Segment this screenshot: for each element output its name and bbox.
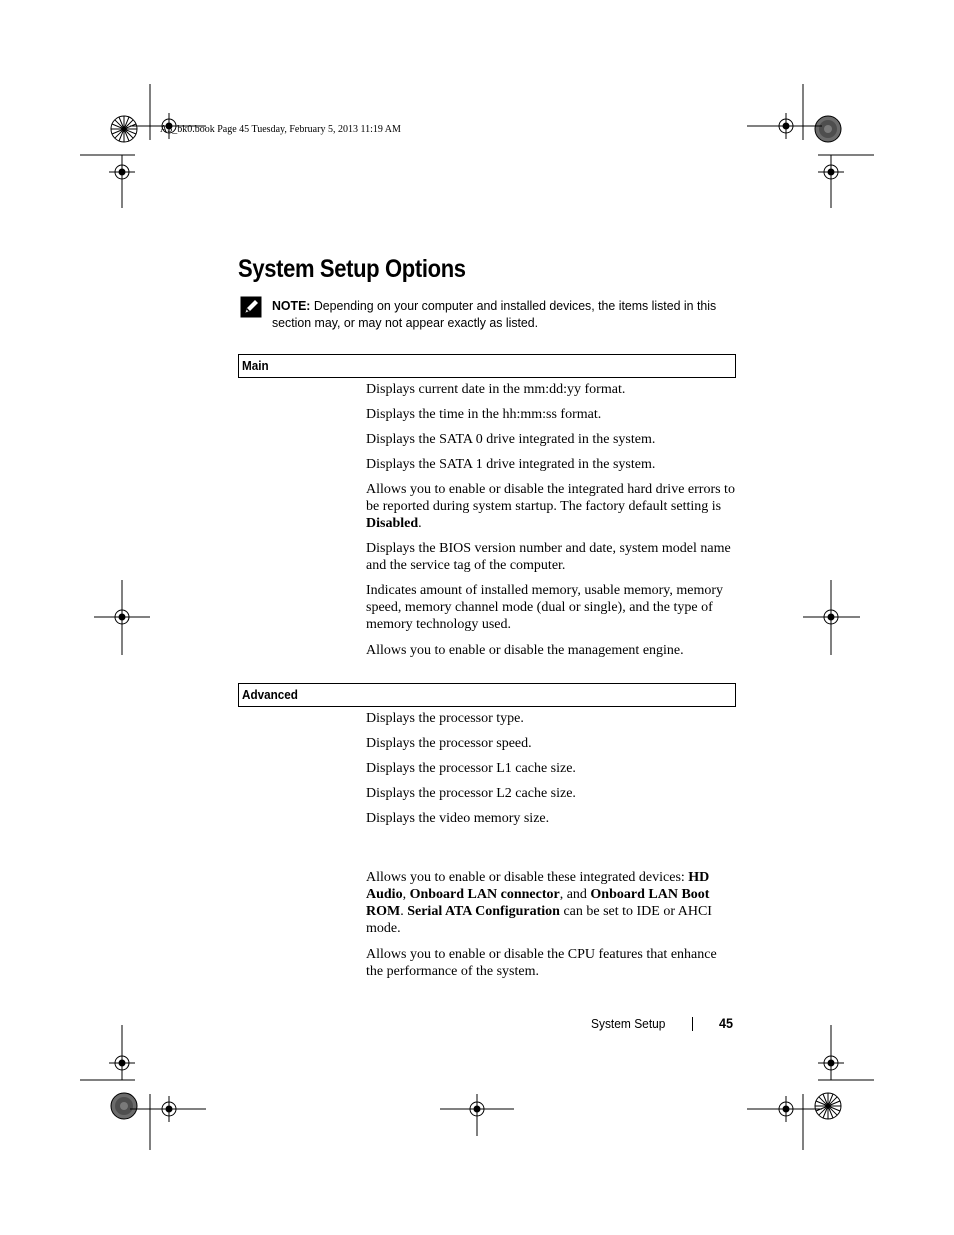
advanced-row-cpu-features: Allows you to enable or disable the CPU features that enhance the performance of the system. [366,947,717,979]
main-row-management-engine: Allows you to enable or disable the management engine. [366,643,684,658]
drive-errors-end: . [418,516,422,531]
pencil-note-icon [240,296,262,318]
integrated-text-3: , and [559,887,591,902]
page-title: System Setup Options [238,255,466,283]
advanced-row-processor-speed: Displays the processor speed. [366,736,532,751]
footer-divider [692,1017,693,1031]
main-row-drive-errors [366,481,736,532]
integrated-text-1: Allows you to enable or disable these integrated devices: [366,870,689,885]
main-section-header [238,354,736,378]
integrated-lan-boot-rom: Onboard LAN Boot ROM [366,887,710,919]
integrated-text-4: . [400,904,408,919]
advanced-row-video-memory: Displays the video memory size. [366,811,550,826]
advanced-row-l2-cache: Displays the processor L2 cache size. [366,786,576,801]
note-body: Depending on your computer and installed devices, the items listed in this section may, or may not appear exactly as listed. [272,298,717,330]
drive-errors-text: Allows you to enable or disable the integrated hard drive errors to be reported during system startup. The factory default setting is [366,482,735,514]
drive-errors-default: Disabled [366,516,419,531]
main-row-time: Displays the time in the hh:mm:ss format. [366,407,602,422]
integrated-sata-config: Serial ATA Configuration [407,904,560,919]
main-row-sata1: Displays the SATA 1 drive integrated in the system. [366,457,656,472]
note-label: NOTE: [272,298,311,313]
integrated-lan-connector: Onboard LAN connector [409,887,560,902]
main-row-bios-info: Displays the BIOS version number and date, system model name and the service tag of the computer. [366,541,731,573]
main-row-sata0: Displays the SATA 0 drive integrated in the system. [366,432,656,447]
main-section-label: Main [242,358,269,373]
advanced-row-processor-type: Displays the processor type. [366,711,524,726]
advanced-section-header [238,683,736,707]
main-row-memory-info: Indicates amount of installed memory, usable memory, memory speed, memory channel mode (dual or single), and the type of memory technology used. [366,583,724,632]
advanced-row-integrated-devices [366,869,736,937]
footer-section-name: System Setup [591,1016,666,1031]
advanced-row-l1-cache: Displays the processor L1 cache size. [366,761,576,776]
integrated-hd-audio: HD Audio [366,870,710,902]
advanced-section-label: Advanced [242,687,298,702]
integrated-text-2: , [402,887,410,902]
page-number: 45 [719,1015,734,1031]
integrated-text-5: can be set to IDE or AHCI mode. [366,904,712,936]
book-header-line: A5_bk0.book Page 45 Tuesday, February 5, 2013 11:19 AM [160,124,401,135]
main-row-date: Displays current date in the mm:dd:yy format. [366,382,626,397]
note-text [272,297,719,331]
